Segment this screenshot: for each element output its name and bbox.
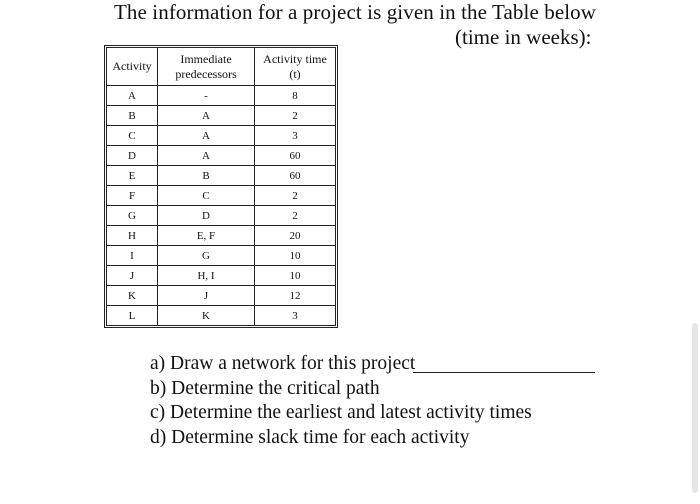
cell-predecessors: D xyxy=(158,206,255,226)
cell-activity: E xyxy=(107,166,158,186)
cell-activity: I xyxy=(107,246,158,266)
cell-activity: A xyxy=(107,86,158,106)
cell-activity: K xyxy=(107,286,158,306)
task-list xyxy=(150,352,532,450)
cell-predecessors: C xyxy=(158,186,255,206)
cell-predecessors: G xyxy=(158,246,255,266)
cell-time: 3 xyxy=(255,126,336,146)
header-immediate-predecessors xyxy=(158,48,255,86)
project-activity-table xyxy=(106,47,336,326)
cell-time: 2 xyxy=(255,106,336,126)
table-row xyxy=(107,206,336,226)
cell-predecessors: B xyxy=(158,166,255,186)
header-pred-line2: predecessors xyxy=(175,66,237,81)
project-table-container xyxy=(106,47,336,326)
table-row xyxy=(107,286,336,306)
header-activity-time xyxy=(255,48,336,86)
cell-time: 10 xyxy=(255,266,336,286)
cell-predecessors: A xyxy=(158,106,255,126)
cell-predecessors: H, I xyxy=(158,266,255,286)
cell-time: 8 xyxy=(255,86,336,106)
cell-time: 60 xyxy=(255,146,336,166)
table-row xyxy=(107,106,336,126)
table-row xyxy=(107,146,336,166)
task-item-a: a) Draw a network for this project xyxy=(150,353,416,374)
table-body xyxy=(107,86,336,326)
header-activity: Activity xyxy=(107,48,158,86)
table-row xyxy=(107,246,336,266)
cell-predecessors: - xyxy=(158,86,255,106)
cell-activity: H xyxy=(107,226,158,246)
vertical-scrollbar[interactable] xyxy=(692,323,698,493)
cell-time: 3 xyxy=(255,306,336,326)
cell-activity: D xyxy=(107,146,158,166)
table-row xyxy=(107,86,336,106)
cell-time: 2 xyxy=(255,206,336,226)
cell-activity: C xyxy=(107,126,158,146)
cell-time: 20 xyxy=(255,226,336,246)
cell-activity: L xyxy=(107,306,158,326)
page-title: The information for a project is given in the Table below xyxy=(114,0,597,24)
task-item-d: d) Determine slack time for each activity xyxy=(150,426,470,448)
header-time-line2: (t) xyxy=(289,66,301,81)
task-item-b: b) Determine the critical path xyxy=(150,377,380,399)
table-row xyxy=(107,186,336,206)
cell-predecessors: J xyxy=(158,286,255,306)
table-row xyxy=(107,166,336,186)
table-row xyxy=(107,126,336,146)
cell-predecessors: K xyxy=(158,306,255,326)
cell-time: 12 xyxy=(255,286,336,306)
cell-predecessors: E, F xyxy=(158,226,255,246)
table-row xyxy=(107,226,336,246)
table-row xyxy=(107,266,336,286)
cell-time: 2 xyxy=(255,186,336,206)
cell-predecessors: A xyxy=(158,126,255,146)
table-header-row xyxy=(107,48,336,86)
cell-activity: G xyxy=(107,206,158,226)
cell-predecessors: A xyxy=(158,146,255,166)
task-item-c: c) Determine the earliest and latest activity times xyxy=(150,402,532,423)
cell-activity: F xyxy=(107,186,158,206)
header-pred-line1: Immediate xyxy=(180,51,232,66)
header-time-line1: Activity time xyxy=(263,51,327,66)
table-row xyxy=(107,306,336,326)
page-subtitle: (time in weeks): xyxy=(455,25,592,49)
cell-activity: B xyxy=(107,106,158,126)
cell-time: 60 xyxy=(255,166,336,186)
cell-activity: J xyxy=(107,266,158,286)
cell-time: 10 xyxy=(255,246,336,266)
